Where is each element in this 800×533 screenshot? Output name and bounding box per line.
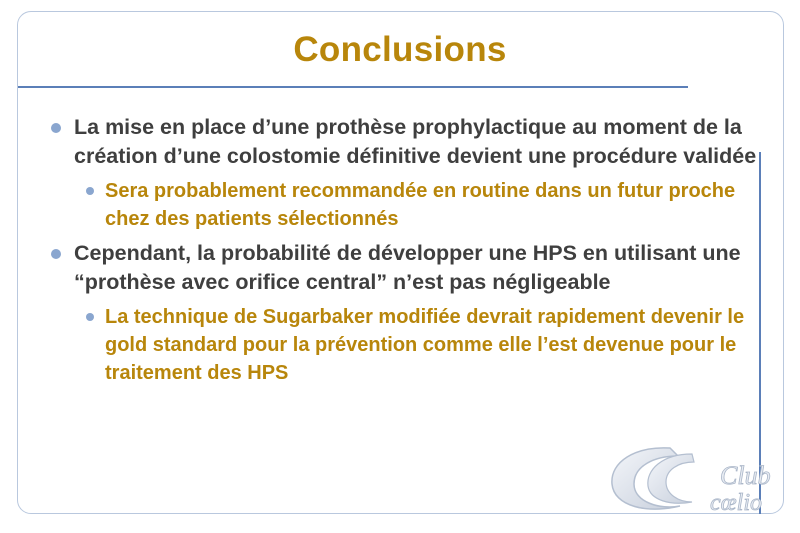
sub-bullet-item-1 <box>85 177 762 233</box>
logo-word-coelio: cœlio <box>710 490 762 516</box>
sub-bullet-text-2: La technique de Sugarbaker modifiée devrait rapidement devenir le gold standard pour la prévention comme elle l’est devenue pour le traitement des HPS <box>105 306 745 384</box>
bullet-item-1 <box>47 113 762 171</box>
club-coelio-logo-icon <box>600 440 790 516</box>
sub-bullet-dot-icon <box>86 187 94 195</box>
bullet-text-1: La mise en place d’une prothèse prophylactique au moment de la création d’une colostomie définitive devient une procédure validée <box>74 115 757 168</box>
title-underline <box>18 86 688 88</box>
sub-bullet-text-1: Sera probablement recommandée en routine dans un futur proche chez des patients sélectionnés <box>105 180 736 230</box>
bullet-dot-icon <box>51 249 61 259</box>
sub-bullet-item-2 <box>85 303 762 387</box>
bullet-dot-icon <box>51 123 61 133</box>
bullet-item-2 <box>47 239 762 297</box>
bullet-text-2: Cependant, la probabilité de développer une HPS en utilisant une “prothèse avec orifice central” n’est pas négligeable <box>74 241 741 294</box>
logo-word-club: Club <box>720 461 771 490</box>
bullet-list <box>47 113 762 387</box>
sub-bullet-dot-icon <box>86 313 94 321</box>
slide-title: Conclusions <box>293 30 507 69</box>
